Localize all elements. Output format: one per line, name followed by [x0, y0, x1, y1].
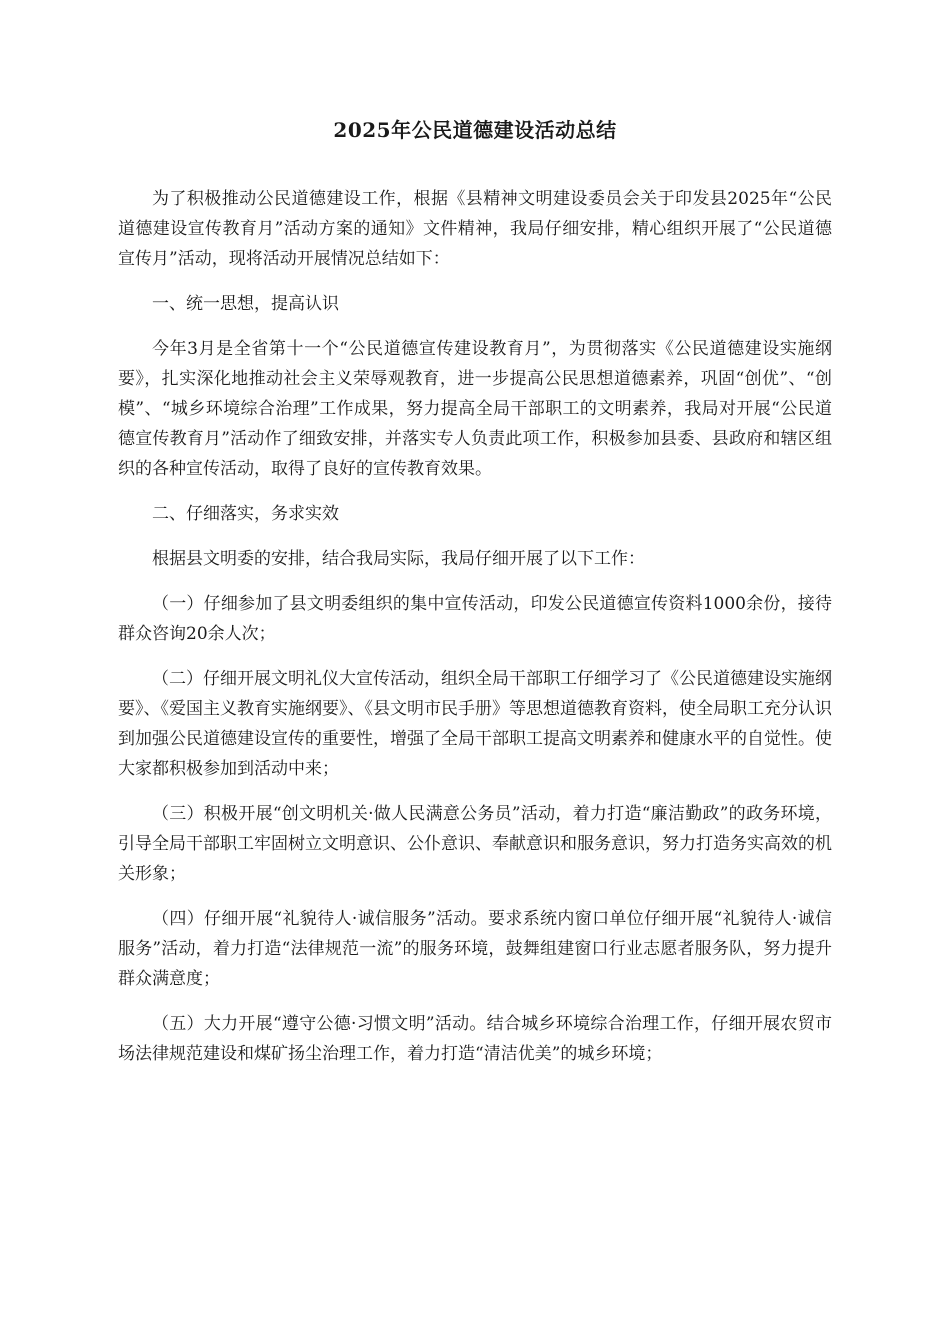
- section-1-paragraph: 今年3月是全省第十一个“公民道德宣传建设教育月”，为贯彻落实《公民道德建设实施纲要》，扎实深化地推动社会主义荣辱观教育，进一步提高公民思想道德素养，巩固“创优”、“创模”、“城乡环境综合治理”工作成果，努力提高全局干部职工的文明素养，我局对开展“公民道德宣传教育月”活动作了细致安排，并落实专人负责此项工作，积极参加县委、县政府和辖区组织的各种宣传活动，取得了良好的宣传教育效果。: [118, 339, 832, 479]
- intro-paragraph: 为了积极推动公民道德建设工作，根据《县精神文明建设委员会关于印发县2025年“公民道德建设宣传教育月”活动方案的通知》文件精神，我局仔细安排，精心组织开展了“公民道德宣传月”活动，现将活动开展情况总结如下：: [118, 189, 832, 269]
- item-5-paragraph: （五）大力开展“遵守公德·习惯文明”活动。结合城乡环境综合治理工作，仔细开展农贸市场法律规范建设和煤矿扬尘治理工作，着力打造“清洁优美”的城乡环境；: [118, 1014, 832, 1064]
- item-1-paragraph: （一）仔细参加了县文明委组织的集中宣传活动，印发公民道德宣传资料1000余份，接待群众咨询20余人次；: [118, 594, 832, 644]
- item-3-paragraph: （三）积极开展“创文明机关·做人民满意公务员”活动，着力打造“廉洁勤政”的政务环境，引导全局干部职工牢固树立文明意识、公仆意识、奉献意识和服务意识，努力打造务实高效的机关形象；: [118, 804, 832, 884]
- document-page: [118, 112, 832, 1084]
- section-heading-1: 一、统一思想，提高认识: [152, 294, 339, 314]
- section-2-intro-paragraph: 根据县文明委的安排，结合我局实际，我局仔细开展了以下工作：: [152, 549, 645, 569]
- item-2-paragraph: （二）仔细开展文明礼仪大宣传活动，组织全局干部职工仔细学习了《公民道德建设实施纲要》、《爱国主义教育实施纲要》、《县文明市民手册》等思想道德教育资料，使全局职工充分认识到加强公民道德建设宣传的重要性，增强了全局干部职工提高文明素养和健康水平的自觉性。使大家都积极参加到活动中来；: [118, 669, 832, 779]
- item-4-paragraph: （四）仔细开展“礼貌待人·诚信服务”活动。要求系统内窗口单位仔细开展“礼貌待人·诚信服务”活动，着力打造“法律规范一流”的服务环境，鼓舞组建窗口行业志愿者服务队，努力提升群众满意度；: [118, 909, 832, 989]
- document-title: 2025年公民道德建设活动总结: [333, 118, 617, 142]
- section-heading-2: 二、仔细落实，务求实效: [152, 504, 339, 524]
